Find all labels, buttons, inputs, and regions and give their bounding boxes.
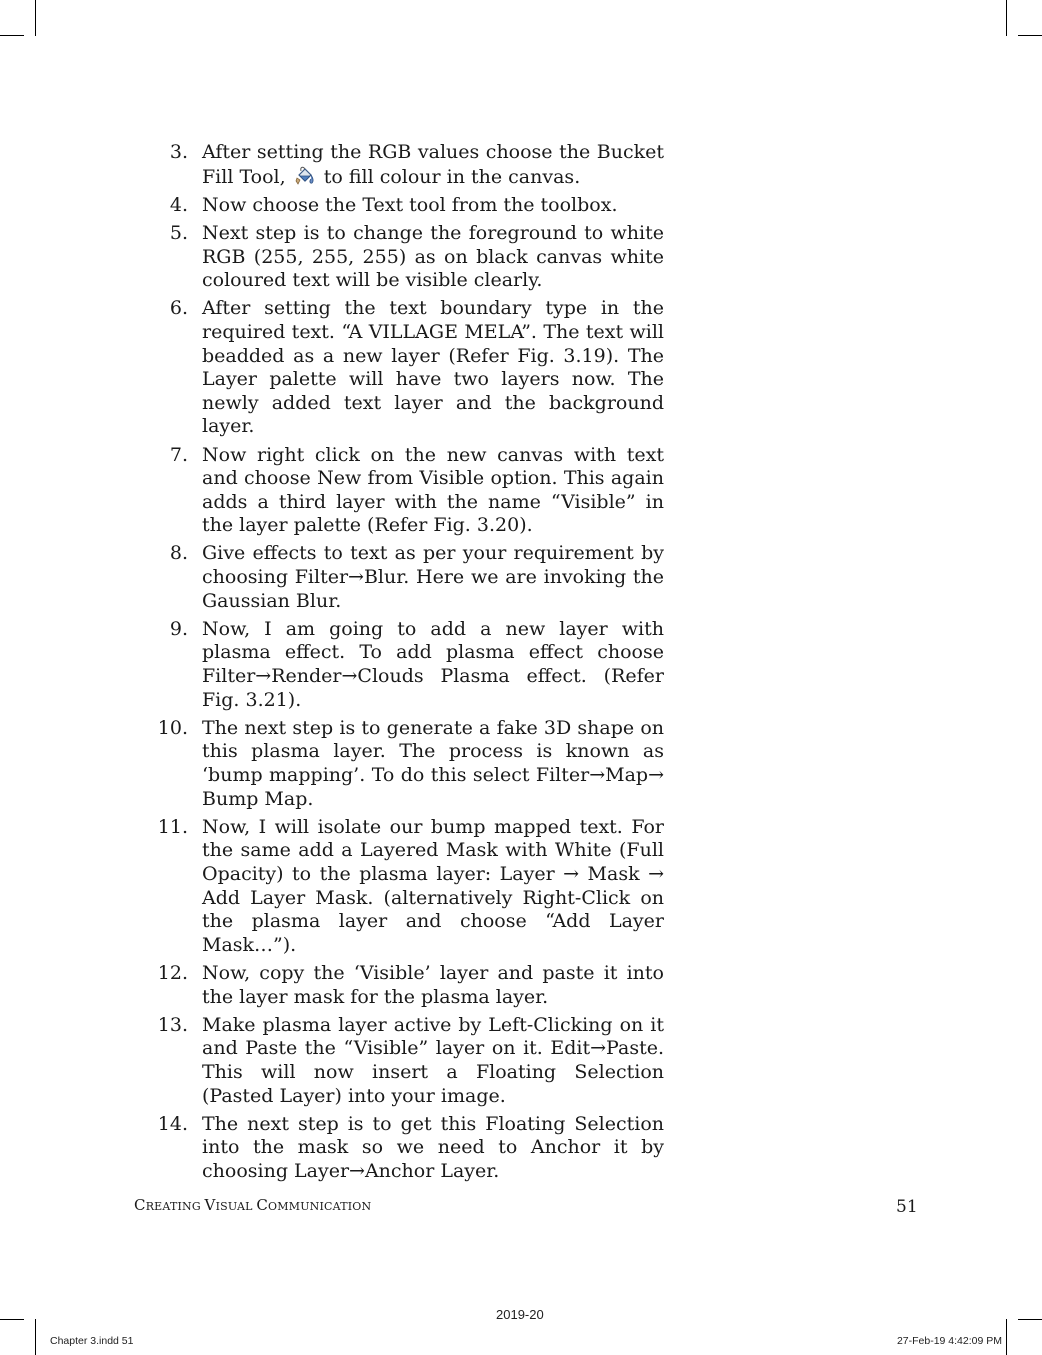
crop-mark-top-left-horizontal: [0, 35, 24, 36]
step-text: Now, I am going to add a new layer with plasma effect. To add plasma effect choose Filter→Render→Clouds Plasma effect. (Refer Fig. 3.21).: [202, 617, 664, 711]
list-item: [150, 222, 664, 293]
bucket-fill-icon: [294, 165, 316, 187]
crop-mark-bottom-left-vertical: [35, 1319, 36, 1355]
page-number: 51: [896, 1197, 918, 1217]
list-item: [150, 1113, 664, 1184]
step-number: 10.: [157, 716, 188, 739]
crop-mark-bottom-right-vertical: [1006, 1319, 1007, 1355]
list-item: [150, 141, 664, 189]
step-number: 12.: [157, 961, 188, 984]
step-number: 3.: [169, 141, 188, 163]
crop-mark-top-right-vertical: [1006, 0, 1007, 36]
crop-mark-bottom-left-horizontal: [0, 1319, 24, 1320]
step-text: After setting the text boundary type in the required text. “A VILLAGE MELA”. The text will beadded as a new layer (Refer Fig. 3.19). The Layer palette will have two layers now. The newly added text layer and the background layer.: [202, 297, 664, 438]
list-item: [150, 816, 664, 958]
step-text: Now, I will isolate our bump mapped text. For the same add a Layered Mask with White (Full Opacity) to the plasma layer: Layer → Mask → Add Layer Mask. (alternatively Right-Click on the plasma layer and choose “Add Layer Mask…”).: [202, 815, 664, 956]
print-slug-file: Chapter 3.indd 51: [50, 1335, 134, 1347]
list-item: [150, 962, 664, 1009]
list-item: [150, 1014, 664, 1108]
print-slug-timestamp: 27-Feb-19 4:42:09 PM: [896, 1335, 1002, 1347]
step-text: Next step is to change the foreground to white RGB (255, 255, 255) as on black canvas white coloured text will be visible clearly.: [202, 221, 664, 292]
step-number: 14.: [157, 1112, 188, 1135]
edition-year: 2019-20: [496, 1307, 544, 1322]
step-number: 7.: [169, 443, 188, 466]
crop-mark-bottom-right-horizontal: [1018, 1319, 1042, 1320]
step-number: 9.: [169, 617, 188, 640]
list-item: [150, 542, 664, 613]
list-item: [150, 194, 664, 218]
step-text: The next step is to get this Floating Selection into the mask so we need to Anchor it by choosing Layer→Anchor Layer.: [202, 1112, 664, 1182]
list-item: [150, 297, 664, 439]
step-number: 4.: [169, 193, 188, 216]
running-footer-title: CREATING VISUAL COMMUNICATION: [134, 1196, 372, 1214]
step-text-before-icon: After setting the RGB values choose the Bucket Fill Tool,: [202, 141, 664, 188]
step-text: Now right click on the new canvas with text and choose New from Visible option. This again adds a third layer with the name “Visible” in the layer palette (Refer Fig. 3.20).: [202, 443, 664, 537]
step-text: Make plasma layer active by Left-Clicking on it and Paste the “Visible” layer on it. Edit→Paste. This will now insert a Floating Selection (Pasted Layer) into your image.: [202, 1013, 664, 1107]
page-body: [150, 141, 664, 1188]
step-text: Now choose the Text tool from the toolbox.: [202, 193, 618, 216]
step-text: The next step is to generate a fake 3D shape on this plasma layer. The process is known as ‘bump mapping’. To do this select Filter→Map→ Bump Map.: [202, 716, 664, 810]
steps-list: [150, 141, 664, 1183]
step-number: 5.: [169, 221, 188, 244]
crop-mark-top-right-horizontal: [1018, 35, 1042, 36]
step-number: 8.: [169, 542, 188, 565]
step-number: 6.: [169, 297, 188, 320]
list-item: [150, 444, 664, 538]
crop-mark-top-left-vertical: [35, 0, 36, 36]
step-text: Now, copy the ‘Visible’ layer and paste it into the layer mask for the plasma layer.: [202, 961, 664, 1008]
step-number: 11.: [157, 815, 188, 838]
list-item: [150, 618, 664, 712]
step-text: Give effects to text as per your requirement by choosing Filter→Blur. Here we are invoking the Gaussian Blur.: [202, 542, 664, 612]
step-number: 13.: [157, 1013, 188, 1036]
step-text-after-icon: to fill colour in the canvas.: [317, 165, 581, 188]
list-item: [150, 717, 664, 811]
